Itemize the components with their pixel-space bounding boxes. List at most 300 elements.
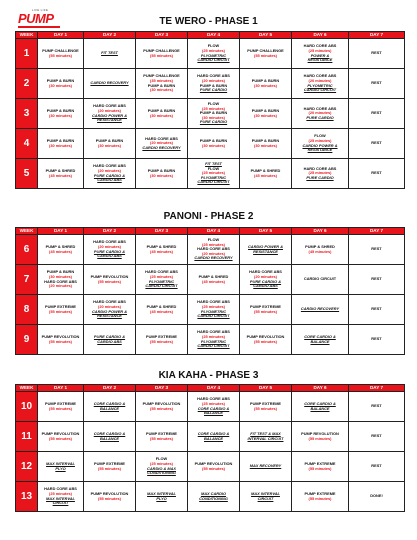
- workout-name: CARDIO ABS: [253, 283, 278, 289]
- week-row: [16, 422, 405, 452]
- workout-duration: (25 minutes): [202, 400, 225, 406]
- workout-name: HARD CORE ABS: [303, 43, 337, 49]
- workout-duration: (20 minutes): [308, 77, 332, 83]
- workout-name: CARDIO CIRCUIT: [197, 313, 230, 319]
- week-row: [16, 452, 405, 482]
- workout-name: REST: [371, 80, 382, 86]
- workout-cell: [38, 235, 84, 265]
- workout-cell: [84, 295, 136, 325]
- workout-cell: [38, 482, 84, 512]
- workout-cell: [188, 482, 240, 512]
- workout-name: MAX INTERVAL: [46, 460, 75, 466]
- workout-cell: [240, 452, 292, 482]
- workout-name: PUMP CHALLENGE: [247, 47, 284, 53]
- workout-cell: [188, 129, 240, 159]
- workout-name: CIRCUIT: [257, 495, 274, 501]
- workout-cell: [349, 235, 405, 265]
- workout-cell: [38, 265, 84, 295]
- workout-name: MAX INTERVAL: [147, 490, 176, 496]
- workout-name: CONDITIONING: [199, 495, 228, 501]
- week-row: [16, 265, 405, 295]
- workout-name: PUMP CHALLENGE: [143, 73, 180, 79]
- workout-duration: (25 minutes): [308, 137, 332, 143]
- workout-name: FLOW: [207, 237, 220, 243]
- workout-name: PURE CARDIO &: [93, 172, 126, 178]
- workout-name: PLYOMETRIC: [200, 52, 227, 58]
- workout-name: REST: [371, 140, 382, 146]
- workout-name: REST: [371, 50, 382, 56]
- workout-cell: [136, 69, 188, 99]
- workout-name: CORE CARDIO &: [93, 400, 126, 406]
- workout-cell: [38, 422, 84, 452]
- workout-cell: [188, 235, 240, 265]
- workout-cell: [136, 325, 188, 355]
- week-row: [16, 129, 405, 159]
- workout-name: PUMP REVOLUTION: [246, 333, 285, 339]
- workout-cell: [38, 99, 84, 129]
- workout-name: HARD CORE ABS: [44, 486, 77, 492]
- workout-duration: (55 minutes): [49, 405, 72, 411]
- workout-name: REST: [371, 336, 382, 342]
- workout-name: CARDIO POWER &: [247, 243, 284, 249]
- phase-2-table: [15, 227, 405, 355]
- workout-name: HARD CORE ABS: [93, 299, 126, 305]
- workout-name: MAX INTERVAL: [251, 490, 280, 496]
- workout-cell: [188, 39, 240, 69]
- workout-cell: [38, 325, 84, 355]
- workout-name: PUMP & BURN: [46, 107, 75, 113]
- workout-name: PLYOMETRIC: [200, 308, 227, 314]
- week-number: 3: [16, 99, 38, 129]
- day-header: DAY 3: [136, 385, 188, 392]
- week-number: 1: [16, 39, 38, 69]
- workout-cell: [84, 69, 136, 99]
- workout-name: PLYO: [156, 495, 167, 501]
- workout-duration: (45 minutes): [254, 172, 277, 178]
- workout-duration: (45 minutes): [150, 308, 173, 314]
- workout-name: CORE CARDIO &: [93, 430, 126, 436]
- workout-duration: (20 minutes): [49, 283, 72, 289]
- workout-name: MAX CARDIO: [200, 490, 227, 496]
- workout-cell: [136, 129, 188, 159]
- week-row: [16, 325, 405, 355]
- workout-duration: (55 minutes): [150, 338, 173, 344]
- workout-name: HARD CORE ABS: [197, 246, 230, 252]
- workout-name: PUMP & BURN: [147, 167, 176, 173]
- workout-duration: (25 minutes): [202, 303, 225, 309]
- workout-name: BALANCE: [310, 338, 330, 344]
- week-number: 12: [16, 452, 38, 482]
- workout-name: PUMP & BURN: [251, 107, 280, 113]
- phase-1-table: [15, 31, 405, 189]
- workout-cell: [240, 422, 292, 452]
- week-header: WEEK: [16, 32, 38, 39]
- week-row: [16, 39, 405, 69]
- workout-cell: [349, 452, 405, 482]
- workout-cell: [292, 129, 349, 159]
- workout-name: RESISTANCE: [307, 57, 333, 63]
- workout-duration: (25 minutes): [202, 105, 225, 111]
- workout-name: PURE CARDIO &: [249, 278, 282, 284]
- workout-cell: [188, 99, 240, 129]
- workout-name: PUMP REVOLUTION: [301, 430, 339, 436]
- workout-cell: [136, 39, 188, 69]
- workout-name: FLOW: [207, 43, 220, 49]
- workout-name: FIT TEST: [101, 50, 118, 56]
- workout-name: PLYOMETRIC: [200, 338, 227, 344]
- workout-name: MAX INTERVAL: [46, 495, 75, 501]
- workout-name: CARDIO POWER &: [302, 142, 338, 148]
- workout-name: PURE CARDIO &: [93, 248, 126, 254]
- workout-name: REST: [371, 403, 382, 409]
- workout-cell: [188, 265, 240, 295]
- workout-duration: (45 minutes): [49, 172, 72, 178]
- workout-cell: [84, 422, 136, 452]
- workout-name: PUMP EXTREME: [145, 430, 178, 436]
- workout-duration: (25 minutes): [202, 47, 225, 53]
- workout-name: CARDIO CIRCUIT: [197, 179, 230, 185]
- workout-duration: (30 minutes): [254, 142, 277, 148]
- workout-duration: (30 minutes): [49, 142, 72, 148]
- workout-cell: [292, 159, 349, 189]
- workout-cell: [188, 422, 240, 452]
- workout-duration: (30 minutes): [150, 87, 173, 93]
- workout-name: REST: [371, 433, 382, 439]
- day-header: DAY 4: [188, 32, 240, 39]
- workout-name: HARD CORE ABS: [44, 278, 77, 284]
- week-row: [16, 392, 405, 422]
- workout-duration: (55 minutes): [150, 435, 173, 441]
- week-row: [16, 235, 405, 265]
- workout-name: PUMP & BURN: [147, 107, 176, 113]
- workout-cell: [188, 325, 240, 355]
- workout-name: HARD CORE ABS: [197, 329, 230, 335]
- workout-cell: [292, 392, 349, 422]
- workout-cell: [240, 235, 292, 265]
- workout-name: PUMP REVOLUTION: [142, 400, 181, 406]
- workout-name: PUMP & BURN: [199, 110, 228, 116]
- workout-duration: (45 minutes): [308, 248, 332, 254]
- workout-name: PUMP & SHRED: [45, 243, 76, 249]
- workout-duration: (45 minutes): [150, 248, 173, 254]
- workout-name: HARD CORE ABS: [197, 73, 230, 79]
- workout-name: CARDIO CIRCUIT: [145, 283, 178, 289]
- workout-name: PUMP & BURN: [46, 269, 75, 275]
- workout-cell: [38, 392, 84, 422]
- workout-cell: [84, 159, 136, 189]
- workout-name: CIRCUIT: [52, 500, 69, 506]
- workout-cell: [292, 69, 349, 99]
- workout-cell: [240, 99, 292, 129]
- workout-name: HARD CORE ABS: [197, 299, 230, 305]
- workout-duration: (25 minutes): [150, 460, 173, 466]
- workout-cell: [188, 295, 240, 325]
- workout-name: CARDIO RECOVERY: [300, 306, 340, 312]
- workout-cell: [188, 69, 240, 99]
- workout-name: BALANCE: [99, 435, 120, 441]
- workout-duration: (25 minutes): [150, 273, 173, 279]
- workout-duration: (20 minutes): [202, 77, 225, 83]
- workout-name: PUMP REVOLUTION: [194, 460, 233, 466]
- phase-3-table: [15, 384, 405, 512]
- day-header: DAY 2: [84, 32, 136, 39]
- workout-cell: [136, 422, 188, 452]
- workout-name: PUMP & SHRED: [305, 243, 335, 249]
- week-row: [16, 99, 405, 129]
- workout-duration: (55 minutes): [254, 308, 277, 314]
- workout-name: CARDIO ABS: [97, 177, 122, 183]
- workout-name: REST: [371, 110, 382, 116]
- week-number: 4: [16, 129, 38, 159]
- day-header: DAY 6: [292, 32, 349, 39]
- logo-tagline: LIVE LIFE: [31, 8, 49, 12]
- workout-duration: (55 minutes): [150, 405, 173, 411]
- workout-name: CONDITIONING: [147, 470, 176, 476]
- day-header: DAY 4: [188, 228, 240, 235]
- workout-cell: [84, 482, 136, 512]
- week-number: 13: [16, 482, 38, 512]
- day-header: DAY 5: [240, 32, 292, 39]
- workout-name: CARDIO POWER &: [91, 308, 128, 314]
- week-header: WEEK: [16, 228, 38, 235]
- phase-1-title: TE WERO - PHASE 1: [159, 16, 258, 27]
- workout-name: CORE CARDIO &: [304, 333, 336, 339]
- workout-cell: [349, 129, 405, 159]
- workout-cell: [292, 235, 349, 265]
- workout-name: PUMP EXTREME: [304, 460, 336, 466]
- workout-name: PUMP EXTREME: [93, 460, 126, 466]
- workout-cell: [240, 295, 292, 325]
- day-header: DAY 7: [349, 228, 405, 235]
- day-header: DAY 6: [292, 385, 349, 392]
- workout-cell: [188, 159, 240, 189]
- workout-duration: (25 minutes): [308, 170, 332, 176]
- workout-name: FLOW: [155, 456, 168, 462]
- workout-cell: [292, 99, 349, 129]
- week-number: 2: [16, 69, 38, 99]
- workout-name: CORE CARDIO &: [304, 400, 336, 406]
- workout-duration: (55 minutes): [49, 308, 72, 314]
- workout-cell: [292, 422, 349, 452]
- workout-name: PUMP & SHRED: [146, 303, 177, 309]
- workout-duration: (20 minutes): [202, 250, 225, 256]
- workout-cell: [136, 99, 188, 129]
- workout-duration: (55 minutes): [308, 465, 332, 471]
- workout-cell: [240, 69, 292, 99]
- workout-name: PUMP EXTREME: [249, 303, 282, 309]
- phase-3-title: KIA KAHA - PHASE 3: [158, 370, 259, 381]
- workout-duration: (20 minutes): [98, 167, 121, 173]
- workout-cell: [349, 422, 405, 452]
- workout-duration: (55 minutes): [49, 435, 72, 441]
- workout-name: PUMP & BURN: [251, 137, 280, 143]
- workout-duration: (30 minutes): [254, 112, 277, 118]
- workout-name: PLYOMETRIC: [307, 82, 333, 88]
- day-header: DAY 3: [136, 228, 188, 235]
- workout-cell: [292, 325, 349, 355]
- workout-duration: (30 minutes): [202, 114, 225, 120]
- workout-cell: [240, 325, 292, 355]
- workout-name: HARD CORE ABS: [93, 163, 126, 169]
- workout-duration: (30 minutes): [150, 172, 173, 178]
- workout-name: HARD CORE ABS: [197, 396, 230, 402]
- workout-name: CARDIO RECOVERY: [90, 80, 129, 86]
- workout-cell: [292, 452, 349, 482]
- day-header: DAY 1: [38, 228, 84, 235]
- workout-cell: [349, 482, 405, 512]
- workout-name: REST: [371, 276, 382, 282]
- workout-name: PURE CARDIO: [199, 87, 228, 93]
- workout-name: PUMP & SHRED: [198, 273, 229, 279]
- workout-cell: [136, 482, 188, 512]
- workout-cell: [84, 265, 136, 295]
- day-header: DAY 7: [349, 385, 405, 392]
- week-row: [16, 69, 405, 99]
- workout-duration: (55 minutes): [308, 495, 332, 501]
- workout-cell: [292, 482, 349, 512]
- workout-cell: [349, 39, 405, 69]
- workout-name: CARDIO CIRCUIT: [303, 87, 337, 93]
- workout-duration: (30 minutes): [150, 112, 173, 118]
- workout-name: CARDIO ABS: [97, 253, 122, 259]
- workout-cell: [38, 39, 84, 69]
- workout-name: PLYOMETRIC: [148, 278, 175, 284]
- workout-name: PUMP REVOLUTION: [90, 273, 129, 279]
- workout-cell: [136, 159, 188, 189]
- workout-name: REST: [371, 246, 382, 252]
- workout-name: BALANCE: [310, 405, 330, 411]
- day-header: DAY 4: [188, 385, 240, 392]
- workout-duration: (20 minutes): [308, 110, 332, 116]
- workout-cell: [349, 295, 405, 325]
- workout-name: REST: [371, 463, 382, 469]
- workout-duration: (25 minutes): [308, 47, 332, 53]
- workout-name: PUMP & BURN: [95, 137, 124, 143]
- workout-name: DONE!: [370, 493, 383, 499]
- workout-cell: [349, 69, 405, 99]
- workout-duration: (45 minutes): [202, 278, 225, 284]
- workout-name: PUMP REVOLUTION: [90, 490, 129, 496]
- workout-cell: [84, 235, 136, 265]
- workout-name: PUMP EXTREME: [304, 490, 336, 496]
- workout-cell: [349, 392, 405, 422]
- workout-duration: (30 minutes): [202, 142, 225, 148]
- day-header: DAY 2: [84, 228, 136, 235]
- phase-2-title: PANONI - PHASE 2: [163, 211, 254, 222]
- workout-duration: (20 minutes): [98, 303, 121, 309]
- workout-cell: [136, 452, 188, 482]
- week-row: [16, 482, 405, 512]
- workout-name: CARDIO RECOVERY: [142, 144, 181, 150]
- workout-cell: [240, 159, 292, 189]
- workout-name: PUMP EXTREME: [44, 400, 77, 406]
- workout-duration: (30 minutes): [98, 142, 121, 148]
- workout-cell: [240, 129, 292, 159]
- workout-cell: [240, 39, 292, 69]
- workout-duration: (20 minutes): [98, 243, 121, 249]
- workout-cell: [188, 392, 240, 422]
- workout-duration: (25 minutes): [202, 241, 225, 247]
- workout-cell: [292, 265, 349, 295]
- workout-duration: (20 minutes): [254, 273, 277, 279]
- workout-name: PUMP REVOLUTION: [41, 430, 80, 436]
- workout-cell: [240, 482, 292, 512]
- week-number: 11: [16, 422, 38, 452]
- workout-duration: (25 minutes): [202, 170, 225, 176]
- day-header: DAY 5: [240, 385, 292, 392]
- workout-name: PUMP & BURN: [147, 82, 176, 88]
- week-number: 7: [16, 265, 38, 295]
- workout-duration: (55 minutes): [150, 52, 173, 58]
- workout-name: INTERVAL CIRCUIT: [247, 435, 284, 441]
- workout-name: PURE CARDIO: [306, 114, 334, 120]
- workout-cell: [349, 265, 405, 295]
- workout-name: CARDIO CIRCUIT: [197, 57, 230, 63]
- week-row: [16, 295, 405, 325]
- workout-cell: [349, 159, 405, 189]
- workout-name: CARDIO CIRCUIT: [303, 276, 337, 282]
- workout-name: CARDIO CIRCUIT: [197, 343, 230, 349]
- workout-name: PUMP EXTREME: [44, 303, 77, 309]
- logo-brand: PUMP: [18, 11, 54, 26]
- workout-name: POWER &: [310, 52, 330, 58]
- workout-name: RESISTANCE: [97, 313, 122, 319]
- workout-duration: (55 minutes): [98, 495, 121, 501]
- workout-name: PUMP CHALLENGE: [42, 47, 79, 53]
- workout-name: PUMP & SHRED: [250, 167, 281, 173]
- day-header: DAY 1: [38, 385, 84, 392]
- workout-cell: [38, 295, 84, 325]
- workout-name: PUMP CHALLENGE: [143, 47, 180, 53]
- workout-duration: (55 minutes): [49, 338, 72, 344]
- workout-cell: [84, 39, 136, 69]
- workout-name: RESISTANCE: [253, 248, 278, 254]
- workout-name: HARD CORE ABS: [303, 73, 337, 79]
- day-header: DAY 3: [136, 32, 188, 39]
- workout-name: BALANCE: [99, 405, 120, 411]
- workout-name: BALANCE: [203, 410, 224, 416]
- workout-duration: (25 minutes): [49, 490, 72, 496]
- week-number: 8: [16, 295, 38, 325]
- workout-duration: (30 minutes): [49, 82, 72, 88]
- workout-cell: [136, 265, 188, 295]
- workout-duration: (30 minutes): [49, 112, 72, 118]
- workout-name: RESISTANCE: [307, 147, 333, 153]
- workout-name: CARDIO RECOVERY: [194, 255, 233, 261]
- workout-name: FIT TEST: [205, 161, 222, 167]
- workout-cell: [84, 99, 136, 129]
- workout-duration: (55 minutes): [98, 278, 121, 284]
- workout-name: FLOW: [207, 165, 220, 171]
- week-number: 10: [16, 392, 38, 422]
- week-number: 5: [16, 159, 38, 189]
- workout-cell: [292, 39, 349, 69]
- workout-duration: (55 minutes): [98, 465, 121, 471]
- workout-name: BALANCE: [203, 435, 224, 441]
- workout-duration: (55 minutes): [254, 52, 277, 58]
- day-header: DAY 7: [349, 32, 405, 39]
- day-header: DAY 5: [240, 228, 292, 235]
- workout-name: HARD CORE ABS: [303, 165, 337, 171]
- workout-cell: [136, 295, 188, 325]
- workout-name: MAX RECOVERY: [249, 463, 282, 469]
- workout-cell: [38, 159, 84, 189]
- workout-duration: (55 minutes): [202, 465, 225, 471]
- workout-duration: (20 minutes): [150, 140, 173, 146]
- workout-name: HARD CORE ABS: [303, 105, 337, 111]
- day-header: DAY 2: [84, 385, 136, 392]
- workout-name: PURE CARDIO: [306, 174, 334, 180]
